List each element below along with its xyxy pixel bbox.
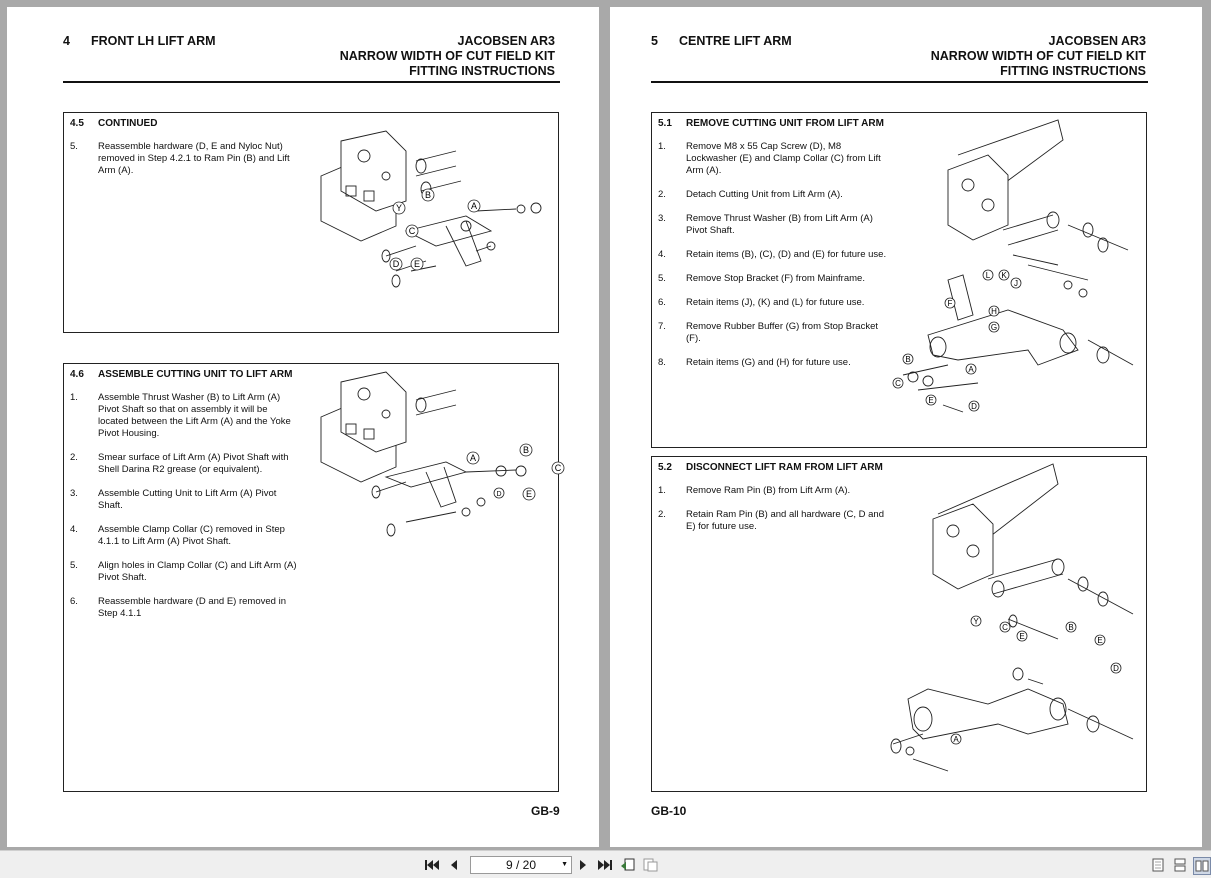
figure-label-C: C xyxy=(895,379,901,388)
exploded-diagram-figure xyxy=(316,372,562,537)
figure-label-J: J xyxy=(1014,279,1018,288)
figure-label-A: A xyxy=(469,453,477,463)
figure-label-D: D xyxy=(971,402,977,411)
continuous-view-icon[interactable] xyxy=(1172,857,1188,873)
step-item: 4. Retain items (B), (C), (D) and (E) for future use. xyxy=(658,249,887,260)
step-item: 6. Reassemble hardware (D and E) removed in Step 4.1.1 xyxy=(70,596,286,619)
box-title: 4.6 ASSEMBLE CUTTING UNIT TO LIFT ARM xyxy=(70,369,293,380)
right-page xyxy=(610,7,1202,847)
step-item: 5. Align holes in Clamp Collar (C) and Lift Arm (A) Pivot Shaft. xyxy=(70,560,297,583)
figure-label-E: E xyxy=(413,259,421,269)
box-title: 5.2 DISCONNECT LIFT RAM FROM LIFT ARM xyxy=(658,462,883,473)
figure-label-E: E xyxy=(525,489,533,499)
figure-label-E: E xyxy=(928,396,934,405)
go-forward-icon[interactable] xyxy=(642,857,658,873)
step-item: 1. Assemble Thrust Washer (B) to Lift Arm (A) Pivot Shaft so that on assembly it will be located between the Lift Arm (A) and the Yoke Pivot Housing. xyxy=(70,392,291,439)
instruction-box-5-2 xyxy=(651,456,1147,792)
left-page xyxy=(7,7,599,847)
step-item: 5. Remove Stop Bracket (F) from Mainframe. xyxy=(658,273,865,284)
figure-label-E: E xyxy=(1097,636,1103,645)
exploded-diagram-figure xyxy=(888,459,1144,779)
figure-label-Y: Y xyxy=(395,203,403,213)
exploded-diagram-figure xyxy=(888,115,1144,415)
prev-page-icon[interactable] xyxy=(446,857,462,873)
step-item: 3. Assemble Cutting Unit to Lift Arm (A) Pivot Shaft. xyxy=(70,488,277,511)
section-title: FRONT LH LIFT ARM xyxy=(91,34,216,48)
box-title: 5.1 REMOVE CUTTING UNIT FROM LIFT ARM xyxy=(658,118,884,129)
figure-label-C: C xyxy=(554,463,562,473)
step-item: 3. Remove Thrust Washer (B) from Lift Arm (A) Pivot Shaft. xyxy=(658,213,873,236)
figure-label-Y: Y xyxy=(973,617,979,626)
figure-label-G: G xyxy=(990,323,998,332)
instruction-box-4-5 xyxy=(63,112,559,333)
instruction-box-5-1 xyxy=(651,112,1147,448)
section-heading: 5 CENTRE LIFT ARM xyxy=(651,34,792,48)
go-back-icon[interactable] xyxy=(620,857,636,873)
figure-label-C: C xyxy=(408,226,416,236)
step-item: 2. Detach Cutting Unit from Lift Arm (A). xyxy=(658,189,843,200)
step-item: 1. Remove M8 x 55 Cap Screw (D), M8 Lockwasher (E) and Clamp Collar (C) from Lift Arm (A). xyxy=(658,141,881,176)
figure-label-E: E xyxy=(1019,632,1025,641)
step-item: 1. Remove Ram Pin (B) from Lift Arm (A). xyxy=(658,485,851,496)
instruction-box-4-6 xyxy=(63,363,562,792)
figure-label-B: B xyxy=(905,355,911,364)
section-title: CENTRE LIFT ARM xyxy=(679,34,792,48)
step-list xyxy=(70,392,297,632)
chevron-down-icon[interactable]: ▼ xyxy=(561,861,568,868)
step-item: 7. Remove Rubber Buffer (G) from Stop Bracket (F). xyxy=(658,321,879,344)
next-page-icon[interactable] xyxy=(575,857,591,873)
step-item: 4. Assemble Clamp Collar (C) removed in Step 4.1.1 to Lift Arm (A) Pivot Shaft. xyxy=(70,524,285,547)
header-rule xyxy=(651,81,1148,83)
step-item: 5. Reassemble hardware (D, E and Nyloc Nut) removed in Step 4.2.1 to Ram Pin (B) and Lift Arm (A). xyxy=(70,141,290,176)
page-number: GB-9 xyxy=(531,804,560,818)
figure-label-C: C xyxy=(1002,623,1008,632)
step-list xyxy=(658,485,884,545)
figure-label-B: B xyxy=(522,445,530,455)
step-item: 8. Retain items (G) and (H) for future use. xyxy=(658,357,851,368)
figure-label-B: B xyxy=(1068,623,1074,632)
header-rule xyxy=(63,81,560,83)
figure-label-H: H xyxy=(991,307,997,316)
page-number: GB-10 xyxy=(651,804,687,818)
step-list xyxy=(658,141,886,381)
last-page-icon[interactable] xyxy=(597,857,613,873)
document-brand: JACOBSEN AR3 NARROW WIDTH OF CUT FIELD KIT FITTING INSTRUCTIONS xyxy=(930,34,1146,78)
facing-view-icon[interactable] xyxy=(1193,857,1211,875)
first-page-icon[interactable] xyxy=(424,857,440,873)
viewer-toolbar xyxy=(0,850,1211,878)
document-brand: JACOBSEN AR3 NARROW WIDTH OF CUT FIELD KIT FITTING INSTRUCTIONS xyxy=(339,34,555,78)
single-page-view-icon[interactable] xyxy=(1150,857,1166,873)
section-heading: 4 FRONT LH LIFT ARM xyxy=(63,34,216,48)
figure-label-A: A xyxy=(968,365,974,374)
figure-label-K: K xyxy=(1001,271,1007,280)
figure-label-A: A xyxy=(470,201,478,211)
figure-label-D: D xyxy=(1113,664,1119,673)
exploded-diagram-figure xyxy=(316,131,556,306)
page-number-input[interactable]: 9 / 20 ▼ xyxy=(470,856,572,874)
box-title: 4.5 CONTINUED xyxy=(70,118,158,129)
figure-label-D: D xyxy=(496,491,502,498)
step-list xyxy=(70,141,290,189)
figure-label-F: F xyxy=(947,299,953,308)
step-item: 2. Smear surface of Lift Arm (A) Pivot Shaft with Shell Darina R2 grease (or equivalent). xyxy=(70,452,289,475)
figure-label-A: A xyxy=(953,735,959,744)
figure-label-L: L xyxy=(985,271,991,280)
figure-label-D: D xyxy=(392,259,400,269)
step-item: 2. Retain Ram Pin (B) and all hardware (C, D and E) for future use. xyxy=(658,509,885,532)
figure-label-B: B xyxy=(424,190,432,200)
step-item: 6. Retain items (J), (K) and (L) for future use. xyxy=(658,297,865,308)
